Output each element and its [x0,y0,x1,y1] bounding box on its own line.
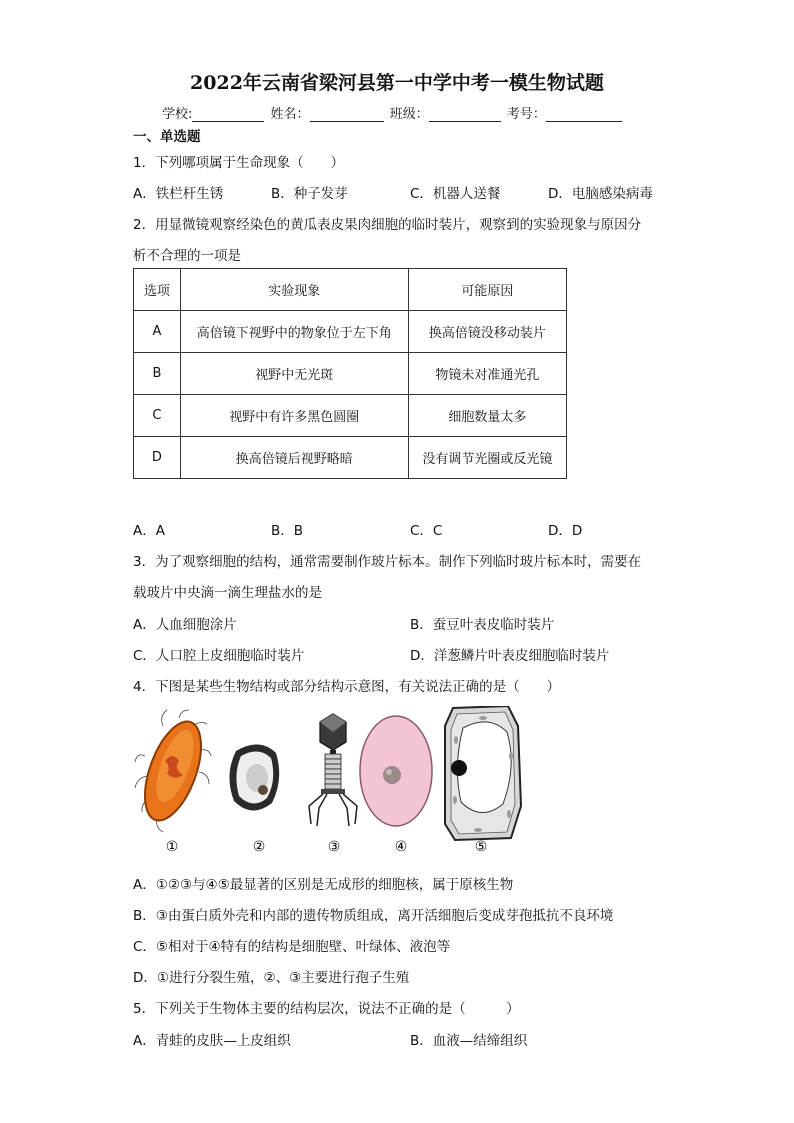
table-header-cell: 实验现象 [180,269,408,311]
table-cell: 视野中无光斑 [180,353,408,395]
bacterium-image [134,710,213,832]
q1-option-b[interactable]: B．种子发芽 [271,186,348,202]
student-info [162,103,624,122]
school-blank[interactable] [192,109,264,122]
page-title: 2022年云南省梁河县第一中学中考一模生物试题 [190,72,604,94]
q2-table [133,268,567,479]
exam-no-blank[interactable] [546,109,622,122]
q4-option-a[interactable]: A．①②③与④⑤最显著的区别是无成形的细胞核，属于原核生物 [133,877,514,893]
q2-option-d[interactable]: D．D [548,523,583,539]
q5-stem: 5．下列关于生物体主要的结构层次，说法不正确的是（ ） [133,1001,520,1017]
q2-stem-line2: 析不合理的一项是 [133,248,241,264]
q1-option-d[interactable]: D．电脑感染病毒 [548,186,653,202]
q3-option-b[interactable]: B．蚕豆叶表皮临时装片 [410,617,555,633]
figure-label: ⑤ [474,839,488,855]
animal-cell-image [360,716,432,826]
q5-option-b[interactable]: B．血液—结缔组织 [410,1033,528,1049]
table-cell: 细胞数量太多 [408,395,566,437]
table-cell: 换高倍镜后视野略暗 [180,437,408,479]
table-cell: B [134,353,181,395]
q2-stem-line1: 2．用显微镜观察经染色的黄瓜表皮果肉细胞的临时装片，观察到的实验现象与原因分 [133,217,642,233]
table-cell: 视野中有许多黑色圆圈 [180,395,408,437]
q2-option-b[interactable]: B．B [271,523,304,539]
q4-option-d[interactable]: D．①进行分裂生殖，②、③主要进行孢子生殖 [133,970,410,986]
table-cell: 没有调节光圈或反光镜 [408,437,566,479]
figure-label: ④ [394,839,408,855]
q4-option-c[interactable]: C．⑤相对于④特有的结构是细胞壁、叶绿体、液泡等 [133,939,451,955]
table-cell: C [134,395,181,437]
class-label: 班级： [389,107,429,122]
q3-stem-line1: 3．为了观察细胞的结构，通常需要制作玻片标本。制作下列临时玻片标本时，需要在 [133,554,642,570]
name-label: 姓名： [270,107,310,122]
q2-option-a[interactable]: A．A [133,523,165,539]
q3-option-a[interactable]: A．人血细胞涂片 [133,617,237,633]
q2-option-c[interactable]: C．C [410,523,443,539]
plant-cell-image [445,706,521,840]
school-label: 学校: [162,107,193,122]
q4-stem: 4．下图是某些生物结构或部分结构示意图，有关说法正确的是（ ） [133,679,561,695]
table-cell: A [134,311,181,353]
table-cell: D [134,437,181,479]
yeast-cell-image [229,744,279,810]
table-cell: 高倍镜下视野中的物象位于左下角 [180,311,408,353]
table-row [134,311,567,353]
figure-label: ③ [327,839,341,855]
figure-label: ② [252,839,266,855]
table-header-cell: 可能原因 [408,269,566,311]
q1-stem: 1．下列哪项属于生命现象（ ） [133,155,345,171]
q4-figure [133,706,533,861]
q3-option-c[interactable]: C．人口腔上皮细胞临时装片 [133,648,305,664]
class-blank[interactable] [429,109,501,122]
table-row [134,395,567,437]
exam-no-label: 考号： [506,107,546,122]
bacteriophage-image [309,714,357,826]
q1-option-c[interactable]: C．机器人送餐 [410,186,501,202]
table-cell: 换高倍镜没移动装片 [408,311,566,353]
name-blank[interactable] [310,109,384,122]
figure-label: ① [165,839,179,855]
q5-option-a[interactable]: A．青蛙的皮肤—上皮组织 [133,1033,291,1049]
q4-option-b[interactable]: B．③由蛋白质外壳和内部的遗传物质组成，离开活细胞后变成芽孢抵抗不良环境 [133,908,614,924]
table-row [134,437,567,479]
table-row [134,353,567,395]
q3-stem-line2: 载玻片中央滴一滴生理盐水的是 [133,585,322,601]
table-header-cell: 选项 [134,269,181,311]
q3-option-d[interactable]: D．洋葱鳞片叶表皮细胞临时装片 [410,648,610,664]
table-header-row [134,269,567,311]
table-cell: 物镜未对准通光孔 [408,353,566,395]
q1-option-a[interactable]: A．铁栏杆生锈 [133,186,224,202]
section-heading: 一、单选题 [133,129,201,145]
